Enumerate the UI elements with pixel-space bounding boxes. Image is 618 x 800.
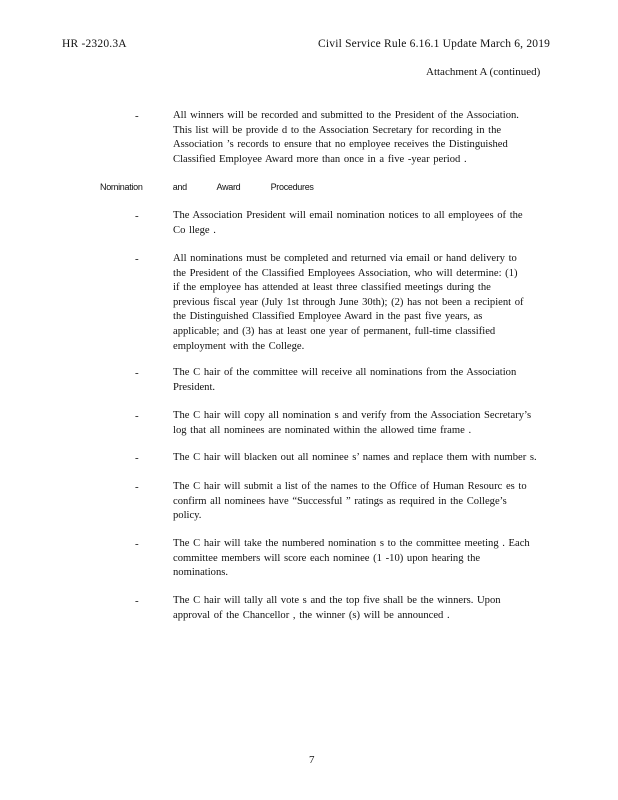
attachment-label: Attachment A (continued) (426, 66, 541, 78)
rule-reference: Civil Service Rule 6.16.1 Update March 6, 2019 (318, 38, 551, 50)
section-heading: Nomination and Award Procedures (100, 182, 314, 192)
list-bullet: - (135, 110, 139, 122)
document-id: HR -2320.3A (62, 38, 127, 50)
list-bullet: - (135, 410, 139, 422)
list-bullet: - (135, 538, 139, 550)
list-item: All nominations must be completed and returned via email or hand delivery to the President of the Classified Employees Association, who will determine: (1) if the employee has attended at least three classified meetings during the previous fiscal year (July 1st through June 30th); (2) has not been a recipient of the Distinguished Classified Employee Award in the past five years, as applicable; and (3) has at least one year of permanent, full-time classified employment with the College. (173, 253, 524, 352)
list-item: All winners will be recorded and submitted to the President of the Association. This list will be provide d to the Association Secretary for recording in the Association ’s records to ensure that no employee receives the Distinguished Classified Employee Award more than once in a five -year period . (173, 110, 519, 165)
page-number: 7 (309, 754, 315, 766)
list-bullet: - (135, 210, 139, 222)
list-bullet: - (135, 481, 139, 493)
list-bullet: - (135, 367, 139, 379)
list-item: The C hair will copy all nomination s and verify from the Association Secretary’s log that all nominees are nominated within the allowed time frame . (173, 410, 532, 436)
list-item: The C hair of the committee will receive all nominations from the Association President. (173, 367, 517, 393)
list-item: The C hair will tally all vote s and the top five shall be the winners. Upon approval of the Chancellor , the winner (s) will be announced . (173, 595, 501, 621)
list-bullet: - (135, 253, 139, 265)
list-bullet: - (135, 452, 139, 464)
list-item: The C hair will take the numbered nomination s to the committee meeting . Each committee members will score each nominee (1 -10) upon hearing the nominations. (173, 538, 530, 579)
list-item: The C hair will blacken out all nominee s’ names and replace them with number s. (173, 452, 537, 463)
list-item: The C hair will submit a list of the names to the Office of Human Resourc es to confirm all nominees have “Successful ” ratings as required in the College’s policy. (173, 481, 527, 522)
list-bullet: - (135, 595, 139, 607)
list-item: The Association President will email nomination notices to all employees of the Co llege . (173, 210, 523, 236)
